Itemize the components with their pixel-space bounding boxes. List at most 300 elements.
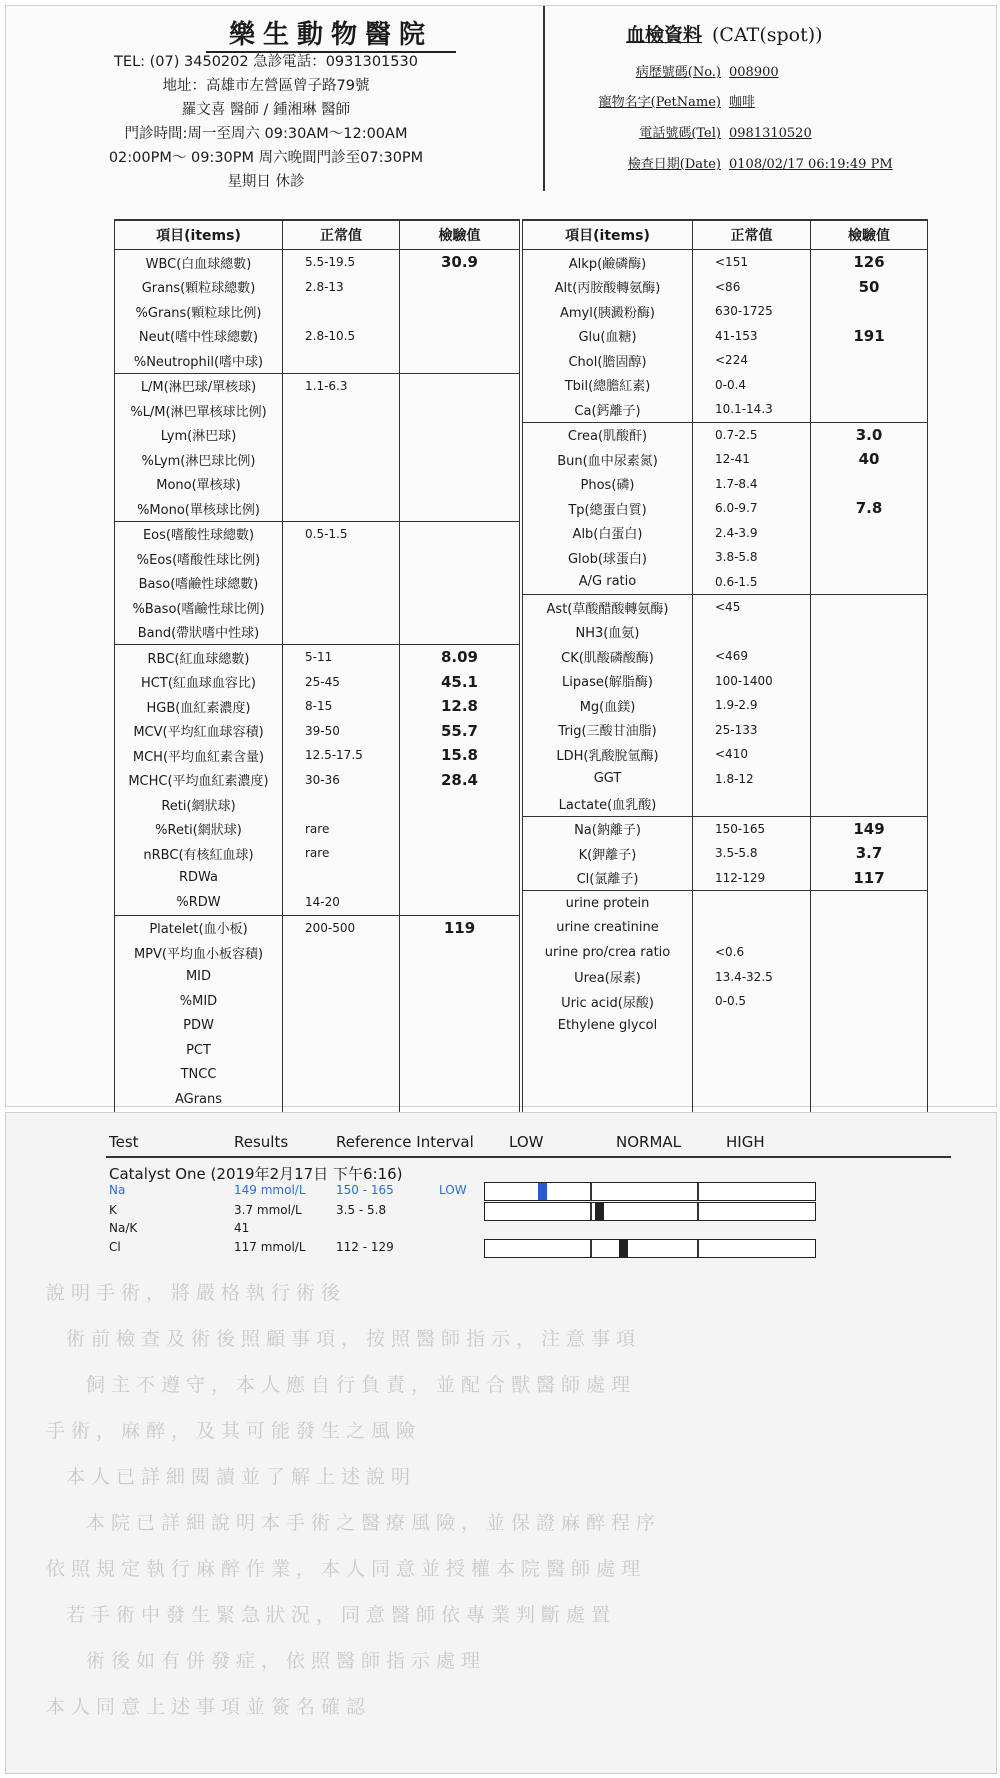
reference-range: 10.1-14.3 [693, 397, 811, 422]
test-name: Glu(血糖) [523, 324, 693, 349]
reference-range: <45 [693, 595, 811, 620]
test-value [400, 398, 520, 423]
test-name: TNCC [115, 1063, 283, 1088]
test-name: Mg(血鎂) [523, 693, 693, 718]
reference-range [693, 1063, 811, 1088]
record-number-value: 008900 [729, 65, 779, 80]
test-value [400, 1087, 520, 1112]
table-row [523, 348, 928, 373]
range-divider [590, 1183, 592, 1200]
table-row [115, 670, 520, 695]
test-name: Alt(丙胺酸轉氨酶) [523, 275, 693, 300]
result-value: 3.7 mmol/L [234, 1203, 302, 1217]
test-name: Neut(嗜中性球總數) [115, 324, 283, 349]
test-name: Ca(鈣離子) [523, 397, 693, 422]
test-value: 117 [811, 866, 928, 891]
reference-range [693, 1038, 811, 1063]
reference-range: 13.4-32.5 [693, 965, 811, 990]
reference-range: 1.8-12 [693, 767, 811, 792]
test-value [400, 546, 520, 571]
test-value [400, 1038, 520, 1063]
test-name: %Neutrophil(嗜中球) [115, 348, 283, 373]
test-value [811, 397, 928, 422]
reference-range: 25-45 [283, 670, 400, 695]
test-value [811, 940, 928, 965]
test-value [811, 1087, 928, 1112]
test-value [400, 423, 520, 448]
table-row [115, 348, 520, 373]
test-name: Alb(白蛋白) [523, 521, 693, 546]
reference-range [283, 1087, 400, 1112]
test-name: MCH(平均血紅素含量) [115, 743, 283, 768]
table-header-row [523, 220, 928, 250]
result-reference: 3.5 - 5.8 [336, 1203, 387, 1217]
hospital-name: 樂生動物醫院 [206, 14, 456, 53]
header-item: 項目(items) [115, 220, 283, 250]
table-row [523, 669, 928, 694]
reference-range [283, 423, 400, 448]
range-divider [590, 1203, 592, 1220]
range-bar [484, 1239, 816, 1258]
test-name: urine protein [523, 891, 693, 916]
test-name: Platelet(血小板) [115, 915, 283, 940]
table-row [115, 1063, 520, 1088]
reference-range: 41-153 [693, 324, 811, 349]
test-value: 28.4 [400, 768, 520, 793]
col-reference: Reference Interval [336, 1133, 474, 1151]
reference-range: 150-165 [693, 816, 811, 841]
reference-range [283, 398, 400, 423]
table-row [523, 940, 928, 965]
test-value [400, 792, 520, 817]
test-name: Bun(血中尿素氮) [523, 447, 693, 472]
table-row [523, 422, 928, 447]
reference-range [283, 472, 400, 497]
table-row [523, 742, 928, 767]
test-name: Ethylene glycol [523, 1014, 693, 1039]
test-name [523, 1038, 693, 1063]
reference-range [693, 791, 811, 816]
reference-range [283, 1063, 400, 1088]
table-row [115, 373, 520, 398]
result-reference: 112 - 129 [336, 1240, 394, 1254]
col-test: Test [109, 1133, 139, 1151]
reference-range: 3.5-5.8 [693, 841, 811, 866]
reference-range [283, 965, 400, 990]
header-value: 檢驗值 [811, 220, 928, 250]
reference-range: 39-50 [283, 719, 400, 744]
test-name: %Grans(顆粒球比例) [115, 299, 283, 324]
test-value [400, 989, 520, 1014]
test-name: Grans(顆粒球總數) [115, 275, 283, 300]
test-value [811, 718, 928, 743]
report-subtitle: (CAT(spot)) [712, 24, 823, 46]
reference-range: 630-1725 [693, 299, 811, 324]
table-row [115, 940, 520, 965]
test-value [811, 472, 928, 497]
bleed-through-line: 本人已詳細閱讀並了解上述說明 [66, 1466, 417, 1488]
reference-range [693, 620, 811, 645]
result-value: 117 mmol/L [234, 1240, 306, 1254]
col-low: LOW [509, 1133, 544, 1151]
test-value [811, 693, 928, 718]
test-value [811, 965, 928, 990]
hospital-tel: TEL: (07) 3450202 急診電話：0931301530 [114, 54, 418, 70]
exam-date-value: 0108/02/17 06:19:49 PM [729, 157, 893, 172]
table-row [523, 472, 928, 497]
reference-range [283, 866, 400, 891]
test-name: K(鉀離子) [523, 841, 693, 866]
test-value [811, 299, 928, 324]
test-value [811, 570, 928, 595]
table-row [523, 570, 928, 595]
test-name: Tp(總蛋白質) [523, 496, 693, 521]
range-bar [484, 1182, 816, 1201]
table-row [115, 817, 520, 842]
test-name: Chol(膽固醇) [523, 348, 693, 373]
table-row [523, 644, 928, 669]
test-name: HGB(血紅素濃度) [115, 694, 283, 719]
table-row [523, 718, 928, 743]
reference-range: 0.7-2.5 [693, 422, 811, 447]
catalyst-printout [5, 1112, 997, 1774]
test-name [523, 1063, 693, 1088]
pet-name-row [566, 91, 946, 110]
test-name: GGT [523, 767, 693, 792]
reference-range: 6.0-9.7 [693, 496, 811, 521]
pet-name-value: 咖啡 [729, 95, 756, 110]
result-test: K [109, 1203, 117, 1217]
test-name: Lactate(血乳酸) [523, 791, 693, 816]
phone-row [566, 122, 946, 141]
chemistry-table [522, 219, 928, 1138]
test-value [811, 595, 928, 620]
reference-range [283, 620, 400, 645]
test-name: NH3(血氨) [523, 620, 693, 645]
test-name: MCHC(平均血紅素濃度) [115, 768, 283, 793]
test-value [811, 791, 928, 816]
test-name: Na(鈉離子) [523, 816, 693, 841]
test-name: A/G ratio [523, 570, 693, 595]
test-value: 15.8 [400, 743, 520, 768]
col-high: HIGH [726, 1133, 765, 1151]
bleed-through-line: 術前檢查及術後照顧事項，按照醫師指示，注意事項 [66, 1328, 642, 1350]
test-value [811, 669, 928, 694]
test-name: Lym(淋巴球) [115, 423, 283, 448]
test-value [400, 299, 520, 324]
reference-range: 1.7-8.4 [693, 472, 811, 497]
test-value: 40 [811, 447, 928, 472]
hematology-table [114, 219, 520, 1138]
test-name: MCV(平均紅血球容積) [115, 719, 283, 744]
test-name: Eos(嗜酸性球總數) [115, 521, 283, 546]
result-value: 41 [234, 1221, 250, 1235]
reference-range: 2.8-10.5 [283, 324, 400, 349]
test-value: 149 [811, 816, 928, 841]
table-row [523, 496, 928, 521]
test-name: Trig(三酸甘油脂) [523, 718, 693, 743]
header-rule [106, 1156, 951, 1158]
bleed-through-line: 本人同意上述事項並簽名確認 [46, 1696, 372, 1718]
table-row [115, 250, 520, 275]
chemistry-rows [523, 250, 928, 1138]
analyzer-title: Catalyst One (2019年2月17日 下午6:16) [109, 1165, 403, 1183]
test-name: AGrans [115, 1087, 283, 1112]
test-name: PDW [115, 1014, 283, 1039]
exam-date-label: 檢查日期(Date) [627, 157, 721, 172]
header-ref: 正常值 [693, 220, 811, 250]
test-value [811, 348, 928, 373]
test-name: Urea(尿素) [523, 965, 693, 990]
test-name: Cl(氯離子) [523, 866, 693, 891]
report-title [626, 20, 823, 47]
reference-range: 1.1-6.3 [283, 373, 400, 398]
reference-range: rare [283, 841, 400, 866]
test-value [400, 571, 520, 596]
table-row [523, 916, 928, 941]
hospital-address: 地址：高雄市左營區曾子路79號 [162, 78, 370, 94]
test-value [400, 595, 520, 620]
test-name: Mono(單核球) [115, 472, 283, 497]
test-value: 8.09 [400, 645, 520, 670]
table-row [523, 275, 928, 300]
reference-range: 100-1400 [693, 669, 811, 694]
test-name: HCT(紅血球血容比) [115, 670, 283, 695]
reference-range [283, 989, 400, 1014]
range-divider [697, 1183, 699, 1200]
report-title-text: 血檢資料 [626, 24, 703, 46]
test-value [400, 496, 520, 521]
table-row [115, 743, 520, 768]
table-row [115, 398, 520, 423]
col-results: Results [234, 1133, 289, 1151]
test-value [400, 373, 520, 398]
table-row [115, 620, 520, 645]
table-row [523, 816, 928, 841]
test-value [811, 545, 928, 570]
table-row [523, 373, 928, 398]
test-value [400, 841, 520, 866]
test-name: %Eos(嗜酸性球比例) [115, 546, 283, 571]
reference-range: <0.6 [693, 940, 811, 965]
test-name: RBC(紅血球總數) [115, 645, 283, 670]
table-row [523, 1063, 928, 1088]
test-value [811, 891, 928, 916]
reference-range: rare [283, 817, 400, 842]
table-row [115, 965, 520, 990]
test-name: Baso(嗜鹼性球總數) [115, 571, 283, 596]
test-name: MPV(平均血小板容積) [115, 940, 283, 965]
bleed-through-line: 手術，麻醉，及其可能發生之風險 [46, 1420, 422, 1442]
test-value [811, 767, 928, 792]
test-name: nRBC(有核紅血球) [115, 841, 283, 866]
test-value: 50 [811, 275, 928, 300]
test-name: Alkp(鹼磷酶) [523, 250, 693, 275]
reference-range [283, 940, 400, 965]
test-name: WBC(白血球總數) [115, 250, 283, 275]
table-row [115, 768, 520, 793]
reference-range: 25-133 [693, 718, 811, 743]
reference-range [283, 792, 400, 817]
test-name: Ast(草酸醋酸轉氨酶) [523, 595, 693, 620]
test-value [811, 644, 928, 669]
reference-range [283, 571, 400, 596]
header-divider [543, 6, 545, 191]
test-name: LDH(乳酸脫氫酶) [523, 742, 693, 767]
result-flag: LOW [439, 1183, 467, 1197]
reference-range: 12-41 [693, 447, 811, 472]
test-name: RDWa [115, 866, 283, 891]
test-name: Crea(肌酸酐) [523, 422, 693, 447]
table-row [523, 1087, 928, 1112]
test-value [811, 373, 928, 398]
table-row [115, 915, 520, 940]
reference-range: 0.6-1.5 [693, 570, 811, 595]
test-name: Reti(網狀球) [115, 792, 283, 817]
table-row [523, 324, 928, 349]
bleed-through-line: 本院已詳細說明本手術之醫療風險，並保證麻醉程序 [86, 1512, 662, 1534]
reference-range: <410 [693, 742, 811, 767]
bleed-through-line: 術後如有併發症，依照醫師指示處理 [86, 1650, 487, 1672]
phone-value: 0981310520 [729, 126, 812, 141]
test-value [400, 275, 520, 300]
test-name: Lipase(解脂酶) [523, 669, 693, 694]
bleed-through-line: 飼主不遵守，本人應自行負責，並配合獸醫師處理 [86, 1374, 637, 1396]
test-value [400, 965, 520, 990]
table-row [523, 891, 928, 916]
reference-range: 12.5-17.5 [283, 743, 400, 768]
reference-range: 0-0.5 [693, 989, 811, 1014]
test-name: %L/M(淋巴單核球比例) [115, 398, 283, 423]
reference-range: <86 [693, 275, 811, 300]
table-row [115, 546, 520, 571]
table-row [115, 866, 520, 891]
clinic-hours-3: 星期日 休診 [227, 174, 305, 190]
test-value [811, 620, 928, 645]
table-row [115, 841, 520, 866]
test-name: %RDW [115, 890, 283, 915]
reference-range: 1.9-2.9 [693, 693, 811, 718]
table-row [115, 472, 520, 497]
reference-range: 2.8-13 [283, 275, 400, 300]
bleed-through-line: 依照規定執行麻醉作業，本人同意並授權本院醫師處理 [46, 1558, 647, 1580]
test-value [400, 620, 520, 645]
table-row [115, 496, 520, 521]
test-value [400, 324, 520, 349]
test-name: %Mono(單核球比例) [115, 496, 283, 521]
reference-range: 200-500 [283, 915, 400, 940]
result-marker [538, 1183, 547, 1200]
table-row [115, 571, 520, 596]
test-name: %MID [115, 989, 283, 1014]
result-reference: 150 - 165 [336, 1183, 394, 1197]
test-name: MID [115, 965, 283, 990]
table-row [523, 1014, 928, 1039]
table-row [115, 792, 520, 817]
reference-range: 3.8-5.8 [693, 545, 811, 570]
result-test: Na [109, 1183, 126, 1197]
test-name: Band(帶狀嗜中性球) [115, 620, 283, 645]
test-value: 55.7 [400, 719, 520, 744]
test-value [400, 348, 520, 373]
test-name: Uric acid(尿酸) [523, 989, 693, 1014]
test-name: %Baso(嗜鹼性球比例) [115, 595, 283, 620]
reference-range [283, 496, 400, 521]
test-value: 3.0 [811, 422, 928, 447]
test-value: 3.7 [811, 841, 928, 866]
header-value: 檢驗值 [400, 220, 520, 250]
table-row [523, 521, 928, 546]
range-divider [697, 1203, 699, 1220]
test-value [400, 472, 520, 497]
test-value: 191 [811, 324, 928, 349]
reference-range [283, 447, 400, 472]
table-row [115, 989, 520, 1014]
lab-report-sheet [5, 5, 997, 1107]
reference-range: 30-36 [283, 768, 400, 793]
table-row [115, 299, 520, 324]
table-row [523, 620, 928, 645]
test-value: 30.9 [400, 250, 520, 275]
test-value: 119 [400, 915, 520, 940]
table-row [523, 791, 928, 816]
reference-range: 5.5-19.5 [283, 250, 400, 275]
table-row [115, 521, 520, 546]
table-row [115, 1038, 520, 1063]
bleed-through-line: 說明手術，將嚴格執行術後 [46, 1282, 347, 1304]
table-row [523, 595, 928, 620]
table-row [523, 989, 928, 1014]
reference-range [693, 891, 811, 916]
test-name [523, 1087, 693, 1112]
reference-range: 8-15 [283, 694, 400, 719]
reference-range [283, 1038, 400, 1063]
table-row [523, 545, 928, 570]
test-name: Amyl(胰澱粉酶) [523, 299, 693, 324]
table-row [523, 397, 928, 422]
reference-range: 5-11 [283, 645, 400, 670]
table-row [115, 324, 520, 349]
result-test: Cl [109, 1240, 121, 1254]
test-value: 7.8 [811, 496, 928, 521]
test-value: 45.1 [400, 670, 520, 695]
pet-name-label: 寵物名字(PetName) [598, 95, 721, 110]
hospital-doctors: 羅文喜 醫師 / 鍾湘琳 醫師 [181, 102, 351, 118]
table-row [523, 693, 928, 718]
test-value [400, 1014, 520, 1039]
range-divider [697, 1240, 699, 1257]
reference-range [693, 916, 811, 941]
test-value: 12.8 [400, 694, 520, 719]
clinic-hours-1: 門診時間:周一至周六 09:30AM～12:00AM [124, 126, 408, 142]
reference-range: 14-20 [283, 890, 400, 915]
result-value: 149 mmol/L [234, 1183, 306, 1197]
test-value [811, 1038, 928, 1063]
table-row [523, 1038, 928, 1063]
table-row [523, 866, 928, 891]
reference-range [283, 348, 400, 373]
table-row [115, 275, 520, 300]
test-value [811, 742, 928, 767]
record-number-label: 病歷號碼(No.) [635, 65, 721, 80]
test-value [400, 890, 520, 915]
result-marker [619, 1240, 628, 1257]
reference-range [283, 595, 400, 620]
reference-range [283, 546, 400, 571]
table-row [115, 1087, 520, 1112]
reference-range: <224 [693, 348, 811, 373]
table-row [115, 719, 520, 744]
